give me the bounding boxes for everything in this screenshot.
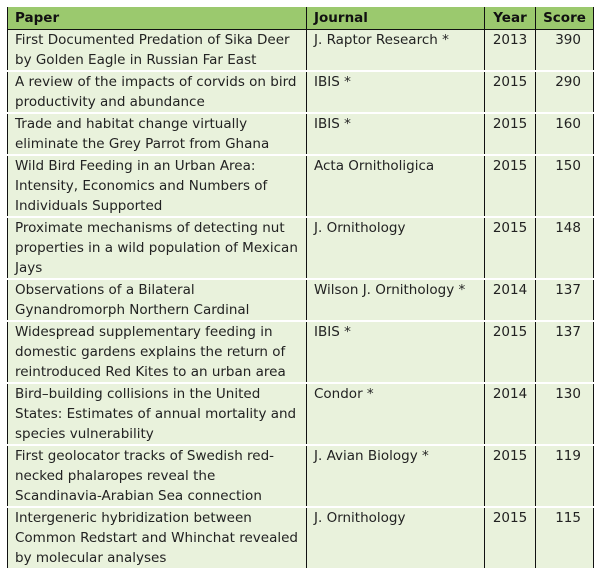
year-cell: 2015 bbox=[485, 155, 536, 217]
table-row bbox=[8, 445, 594, 507]
score-cell: 137 bbox=[536, 321, 594, 383]
year-cell: 2015 bbox=[485, 507, 536, 569]
paper-cell: Proximate mechanisms of detecting nut properties in a wild population of Mexican Jays bbox=[8, 217, 307, 279]
journal-cell: J. Raptor Research * bbox=[307, 30, 485, 72]
header-row bbox=[8, 7, 594, 30]
table-row bbox=[8, 321, 594, 383]
journal-cell: IBIS * bbox=[307, 321, 485, 383]
table-row bbox=[8, 279, 594, 321]
paper-cell: Intergeneric hybridization between Common Redstart and Whinchat revealed by molecular analyses bbox=[8, 507, 307, 569]
table-row bbox=[8, 507, 594, 569]
paper-cell: Wild Bird Feeding in an Urban Area: Intensity, Economics and Numbers of Individuals Supported bbox=[8, 155, 307, 217]
table-row bbox=[8, 113, 594, 155]
paper-cell: A review of the impacts of corvids on bird productivity and abundance bbox=[8, 71, 307, 113]
paper-cell: First geolocator tracks of Swedish red-necked phalaropes reveal the Scandinavia-Arabian Sea connection bbox=[8, 445, 307, 507]
journal-cell: IBIS * bbox=[307, 71, 485, 113]
paper-cell: Bird–building collisions in the United States: Estimates of annual mortality and species vulnerability bbox=[8, 383, 307, 445]
score-cell: 137 bbox=[536, 279, 594, 321]
score-cell: 150 bbox=[536, 155, 594, 217]
paper-cell: Observations of a Bilateral Gynandromorph Northern Cardinal bbox=[8, 279, 307, 321]
journal-cell: Condor * bbox=[307, 383, 485, 445]
paper-cell: First Documented Predation of Sika Deer by Golden Eagle in Russian Far East bbox=[8, 30, 307, 72]
score-cell: 290 bbox=[536, 71, 594, 113]
papers-table bbox=[7, 7, 594, 570]
year-cell: 2014 bbox=[485, 383, 536, 445]
journal-cell: J. Ornithology bbox=[307, 507, 485, 569]
journal-cell: J. Ornithology bbox=[307, 217, 485, 279]
journal-cell: Acta Ornitholigica bbox=[307, 155, 485, 217]
year-cell: 2015 bbox=[485, 445, 536, 507]
paper-cell: Widespread supplementary feeding in domestic gardens explains the return of reintroduced Red Kites to an urban area bbox=[8, 321, 307, 383]
table-row bbox=[8, 30, 594, 72]
journal-cell: J. Avian Biology * bbox=[307, 445, 485, 507]
table-row bbox=[8, 155, 594, 217]
year-cell: 2015 bbox=[485, 71, 536, 113]
header-year: Year bbox=[485, 7, 536, 30]
score-cell: 119 bbox=[536, 445, 594, 507]
header-score: Score bbox=[536, 7, 594, 30]
paper-cell: Trade and habitat change virtually eliminate the Grey Parrot from Ghana bbox=[8, 113, 307, 155]
score-cell: 390 bbox=[536, 30, 594, 72]
score-cell: 130 bbox=[536, 383, 594, 445]
score-cell: 160 bbox=[536, 113, 594, 155]
header-journal: Journal bbox=[307, 7, 485, 30]
journal-cell: Wilson J. Ornithology * bbox=[307, 279, 485, 321]
year-cell: 2014 bbox=[485, 279, 536, 321]
year-cell: 2015 bbox=[485, 113, 536, 155]
table-row bbox=[8, 71, 594, 113]
table-row bbox=[8, 217, 594, 279]
header-paper: Paper bbox=[8, 7, 307, 30]
score-cell: 148 bbox=[536, 217, 594, 279]
year-cell: 2015 bbox=[485, 217, 536, 279]
journal-cell: IBIS * bbox=[307, 113, 485, 155]
year-cell: 2015 bbox=[485, 321, 536, 383]
table-row bbox=[8, 383, 594, 445]
score-cell: 115 bbox=[536, 507, 594, 569]
year-cell: 2013 bbox=[485, 30, 536, 72]
